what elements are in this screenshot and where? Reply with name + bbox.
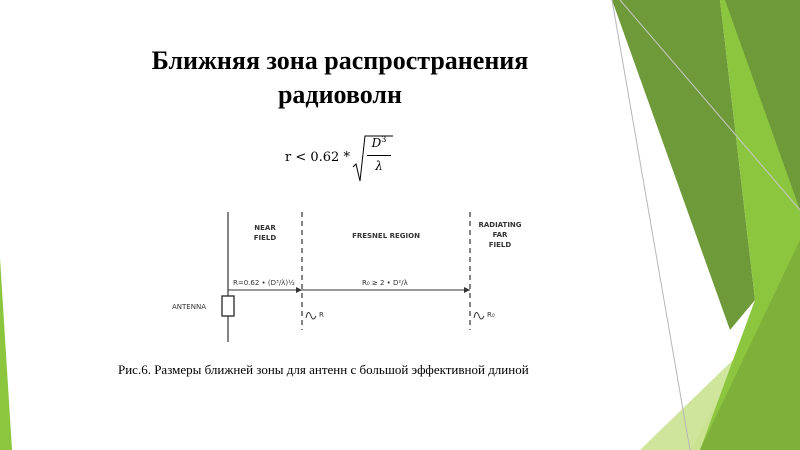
radiating-label-1: RADIATING: [478, 221, 522, 229]
near-field-label-2: FIELD: [253, 234, 277, 242]
near-arrow-head: [296, 287, 302, 293]
marker-ro-label: R₀: [487, 311, 495, 319]
marker-r-wave: [306, 312, 316, 319]
radiating-label-2: FAR: [492, 231, 508, 239]
antenna-element: [222, 296, 234, 316]
fresnel-formula-label: R₀ ≥ 2 • D²/λ: [362, 279, 408, 287]
marker-r-label: R: [319, 311, 324, 319]
marker-ro-wave: [474, 312, 484, 319]
near-formula-label: R=0.62 • (D³/λ)½: [233, 279, 295, 287]
far-arrow-head: [464, 287, 470, 293]
formula-denominator: λ: [375, 159, 383, 173]
formula-numerator: $D^3$: [371, 135, 387, 150]
formula-exponent: 3: [381, 135, 387, 144]
figure-caption: Рис.6. Размеры ближней зоны для антенн с большой эффективной длиной: [118, 362, 529, 377]
title-line-1: Ближняя зона распространения: [151, 46, 529, 75]
antenna-label: ANTENNA: [172, 303, 206, 311]
formula-lhs: r < 0.62 *: [285, 150, 350, 165]
radiating-label-3: FIELD: [488, 241, 512, 249]
title-line-2: радиоволн: [277, 80, 403, 109]
near-field-label-1: NEAR: [254, 224, 276, 232]
fresnel-region-label: FRESNEL REGION: [352, 232, 420, 240]
